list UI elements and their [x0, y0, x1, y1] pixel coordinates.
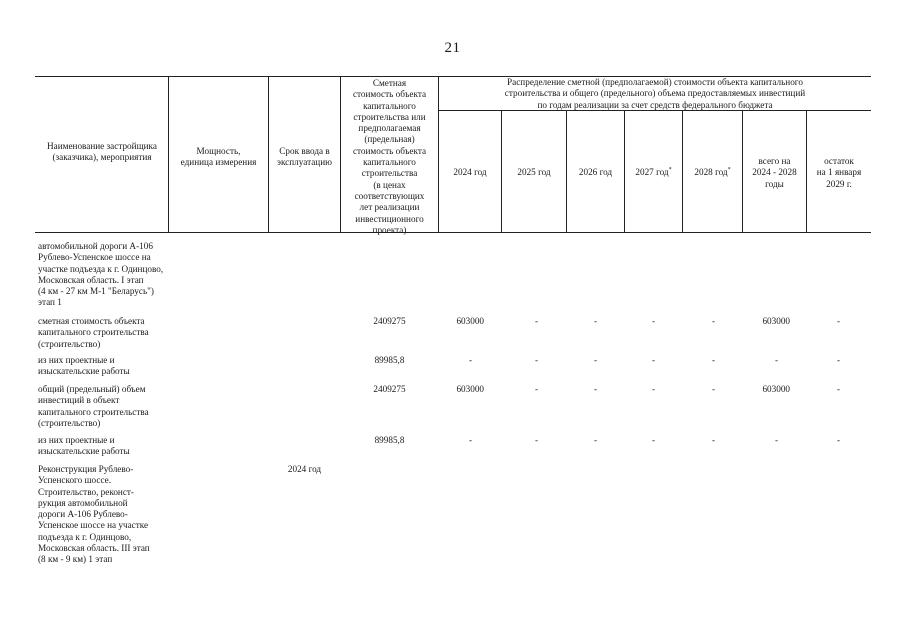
- cost-value: 2409275: [373, 384, 406, 394]
- value-total: 603000: [762, 316, 790, 326]
- value-2024: -: [468, 355, 472, 365]
- cost-value: 89985,8: [374, 355, 405, 365]
- value-total: -: [774, 435, 778, 445]
- footnote-mark-2027: *: [668, 167, 672, 173]
- value-2028: -: [711, 355, 715, 365]
- value-2028: -: [711, 384, 715, 394]
- cost-value: 89985,8: [374, 435, 405, 445]
- header-year-2028: [683, 167, 742, 178]
- value-total: 603000: [762, 384, 790, 394]
- value-2025: -: [534, 316, 538, 326]
- header-deadline: Срок ввода в эксплуатацию: [277, 146, 332, 168]
- value-2027: -: [651, 316, 655, 326]
- value-total: -: [774, 355, 778, 365]
- value-remainder: -: [836, 384, 840, 394]
- value-2026: -: [593, 355, 597, 365]
- footnote-mark-2028: *: [727, 167, 731, 173]
- header-year-2025: 2025 год: [517, 167, 551, 177]
- value-2025: -: [534, 355, 538, 365]
- row-name: из них проектные и изыскательские работы: [38, 355, 130, 377]
- value-2026: -: [593, 316, 597, 326]
- row-name: Реконструкция Рублево- Успенского шоссе. Строительство, реконст- рукция автомобильной дороги А-106 Рублево- Успенское шоссе на участке подъезда к г. Одинцово, Московская область. III этап (8 км - 9 км) 1 этап: [38, 464, 150, 565]
- value-remainder: -: [836, 355, 840, 365]
- header-capacity: Мощность, единица измерения: [180, 146, 257, 168]
- header-bottom-border: [35, 232, 871, 233]
- header-year-2024: 2024 год: [453, 167, 487, 177]
- row-name: сметная стоимость объекта капитального строительства (строительство): [38, 316, 149, 349]
- value-2025: -: [534, 384, 538, 394]
- header-distribution: Распределение сметной (предполагаемой) стоимости объекта капитального строительства и общего (предельного) объема предоставляемых инвестиций по годам реализации за счет средств федерального бюджета: [504, 77, 806, 110]
- value-2024: 603000: [456, 316, 484, 326]
- value-2026: -: [593, 435, 597, 445]
- row-name: из них проектные и изыскательские работы: [38, 435, 130, 457]
- header-year-2028-label: 2028 год: [694, 167, 728, 177]
- value-remainder: -: [836, 435, 840, 445]
- value-2027: -: [651, 355, 655, 365]
- header-year-2027: [625, 167, 682, 178]
- value-2028: -: [711, 435, 715, 445]
- header-year-2026: 2026 год: [578, 167, 613, 177]
- row-name: общий (предельный) объем инвестиций в объект капитального строительства (строительство): [38, 384, 149, 428]
- cost-value: 2409275: [373, 316, 406, 326]
- value-2024: 603000: [456, 384, 484, 394]
- value-2025: -: [534, 435, 538, 445]
- value-2026: -: [593, 384, 597, 394]
- header-name: Наименование застройщика (заказчика), мероприятия: [47, 141, 157, 163]
- value-2028: -: [711, 316, 715, 326]
- value-2027: -: [651, 384, 655, 394]
- value-2024: -: [468, 435, 472, 445]
- row-name: автомобильной дороги А-106 Рублево-Успенское шоссе на участке подъезда к г. Одинцово, Московская область. I этап (4 км - 27 км М-1 "Беларусь") этап 1: [38, 241, 164, 308]
- header-year-2027-label: 2027 год: [635, 167, 669, 177]
- header-remainder: остаток на 1 января 2029 г.: [816, 156, 862, 189]
- page-number: 21: [444, 40, 461, 56]
- header-total: всего на 2024 - 2028 годы: [752, 156, 797, 189]
- value-remainder: -: [836, 316, 840, 326]
- value-2027: -: [651, 435, 655, 445]
- deadline-value: 2024 год: [287, 464, 322, 474]
- header-cost: Сметная стоимость объекта капитального строительства или предполагаемая (предельная) стоимость объекта капитального строительства (в ценах соответствующих лет реализации инвестиционного проекта): [352, 78, 427, 235]
